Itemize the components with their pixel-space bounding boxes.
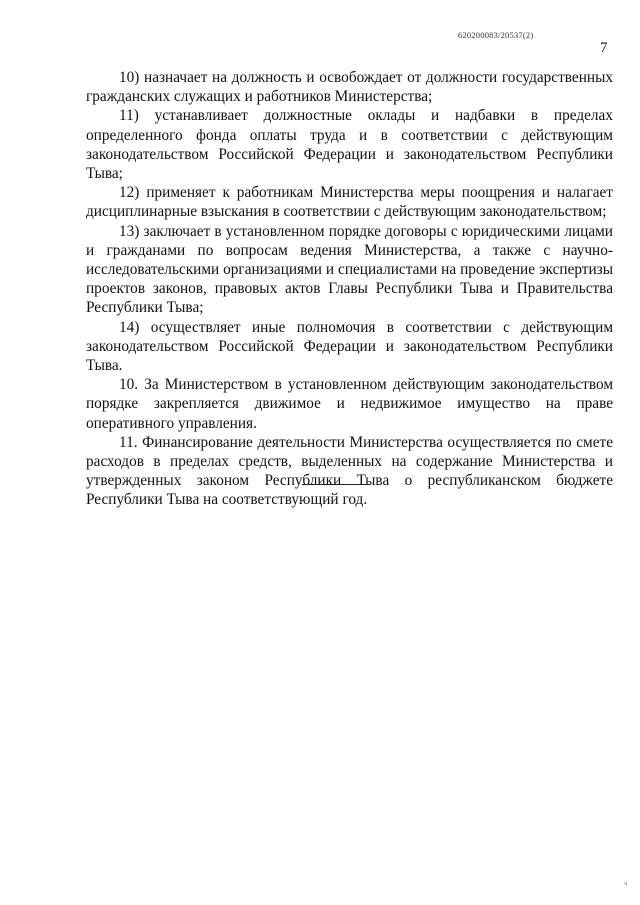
paragraph-item-11: 11) устанавливает должностные оклады и надбавки в пределах определенного фонда оплаты труда и в соответствии с действующим законодательством Российской Федерации и законодательством Республики Тыва; xyxy=(86,107,613,183)
page-number: 7 xyxy=(600,40,608,56)
paragraph-item-10: 10) назначает на должность и освобождает от должности государственных гражданских служащих и работников Министерства; xyxy=(86,69,613,106)
paragraph-section-11: 11. Финансирование деятельности Министерства осуществляется по смете расходов в пределах средств, выделенных на содержание Министерства и утвержденных законом Республики Тыва о республиканском бюджете Республики Тыва на соответствующий год. xyxy=(86,433,613,509)
end-separator-line xyxy=(302,484,370,485)
corner-scan-mark: ⸗ xyxy=(620,879,632,888)
document-code: 620200083/20537(2) xyxy=(458,30,534,40)
paragraph-item-12: 12) применяет к работникам Министерства меры поощрения и налагает дисциплинарные взыскания в соответствии с действующим законодательством; xyxy=(86,184,613,221)
paragraph-item-13: 13) заключает в установленном порядке договоры с юридическими лицами и гражданами по вопросам ведения Министерства, а также с научно-исследовательскими организациями и специалистами на проведение экспертизы проектов законов, правовых актов Главы Республики Тыва и Правительства Республики Тыва; xyxy=(86,222,613,317)
document-body xyxy=(86,68,613,510)
paragraph-item-14: 14) осуществляет иные полномочия в соответствии с действующим законодательством Российской Федерации и законодательством Республики Тыва. xyxy=(86,318,613,375)
paragraph-section-10: 10. За Министерством в установленном действующим законодательством порядке закрепляется движимое и недвижимое имущество на праве оперативного управления. xyxy=(86,376,613,432)
